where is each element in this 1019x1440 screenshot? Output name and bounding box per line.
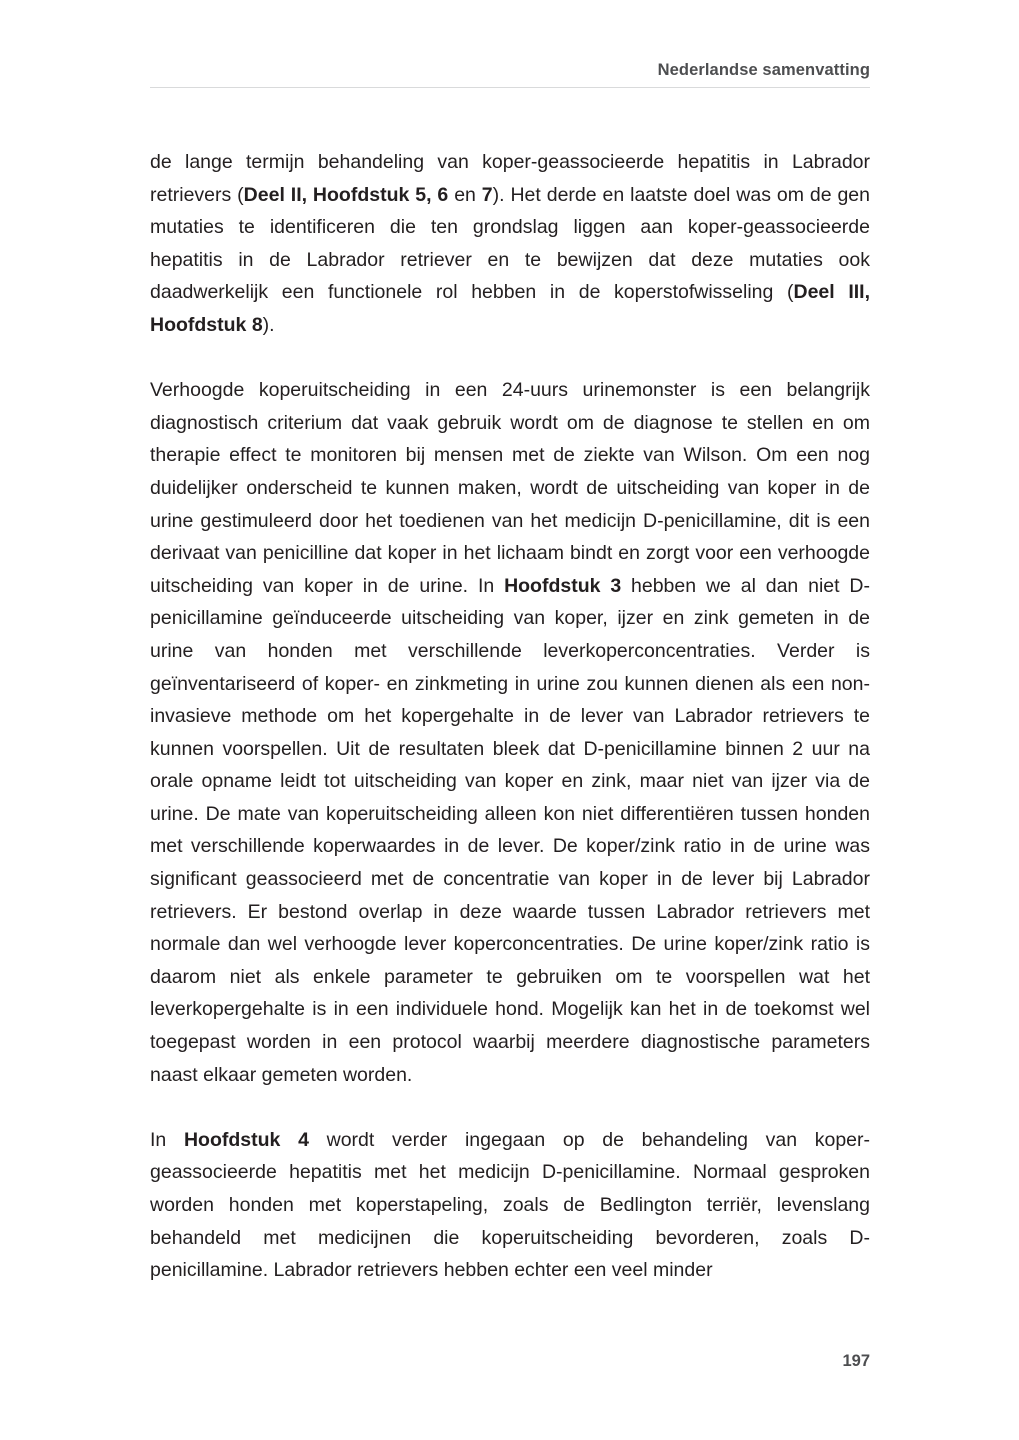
- text-run: hebben we al dan niet D-penicillamine geïnduceerde uitscheiding van koper, ijzer en zink gemeten in de urine van honden met verschillende leverkoperconcentraties. Verder is geïnventariseerd of koper- en zinkmeting in urine zou kunnen dienen als een non-invasieve methode om het kopergehalte in de lever van Labrador retrievers te kunnen voorspellen. Uit de resultaten bleek dat D-penicillamine binnen 2 uur na orale opname leidt tot uitscheiding van koper en zink, maar niet van ijzer via de urine. De mate van koperuitscheiding alleen kon niet differentiëren tussen honden met verschillende koperwaardes in de lever. De koper/zink ratio in de urine was significant geassocieerd met de concentratie van koper in de lever bij Labrador retrievers. Er bestond overlap in deze waarde tussen Labrador retrievers met normale dan wel verhoogde lever koperconcentraties. De urine koper/zink ratio is daarom niet als enkele parameter te gebruiken om te voorspellen wat het leverkopergehalte is in een individuele hond. Mogelijk kan het in de toekomst wel toegepast worden in een protocol waarbij meerdere diagnostische parameters naast elkaar gemeten worden.: [150, 574, 870, 1086]
- text-run: de lange termijn behandeling van koper-geassocieerde hepatitis in Labrador retrievers (: [150, 151, 870, 206]
- body-text: [150, 146, 870, 1319]
- bold-text-run: Hoofdstuk 3: [504, 574, 622, 597]
- text-run: wordt verder ingegaan op de behandeling van koper-geassocieerde hepatitis met het medicijn D-penicillamine. Normaal gesproken worden honden met koperstapeling, zoals de Bedlington terriër, levenslang behandeld met medicijnen die koperuitscheiding bevorderen, zoals D-penicillamine. Labrador retrievers hebben echter een veel minder: [150, 1128, 871, 1282]
- paragraph: [150, 1124, 870, 1287]
- bold-text-run: 7: [481, 183, 493, 206]
- text-run: In: [150, 1128, 184, 1151]
- page-number: 197: [842, 1352, 870, 1370]
- bold-text-run: Deel III, Hoofdstuk 8: [150, 281, 870, 336]
- text-run: ).: [262, 313, 275, 336]
- text-run: ). Het derde en laatste doel was om de gen mutaties te identificeren die ten grondslag liggen aan koper-geassocieerde hepatitis in de Labrador retriever en te bewijzen dat deze mutaties ook daadwerkelijk een functionele rol hebben in de koperstofwisseling (: [150, 183, 870, 304]
- bold-text-run: Hoofdstuk 4: [183, 1128, 309, 1151]
- text-run: en: [448, 183, 482, 206]
- text-run: Verhoogde koperuitscheiding in een 24-uurs urinemonster is een belangrijk diagnostisch criterium dat vaak gebruik wordt om de diagnose te stellen en om therapie effect te monitoren bij mensen met de ziekte van Wilson. Om een nog duidelijker onderscheid te kunnen maken, wordt de uitscheiding van koper in de urine gestimuleerd door het toedienen van het medicijn D-penicillamine, dit is een derivaat van penicilline dat koper in het lichaam bindt en zorgt voor een verhoogde uitscheiding van koper in de urine. In: [150, 379, 870, 597]
- paragraph: [150, 146, 870, 342]
- header-section-title: Nederlandse samenvatting: [657, 61, 870, 79]
- paragraph: [150, 374, 870, 1091]
- header-rule: [150, 87, 870, 88]
- bold-text-run: Deel II, Hoofdstuk 5, 6: [243, 183, 449, 206]
